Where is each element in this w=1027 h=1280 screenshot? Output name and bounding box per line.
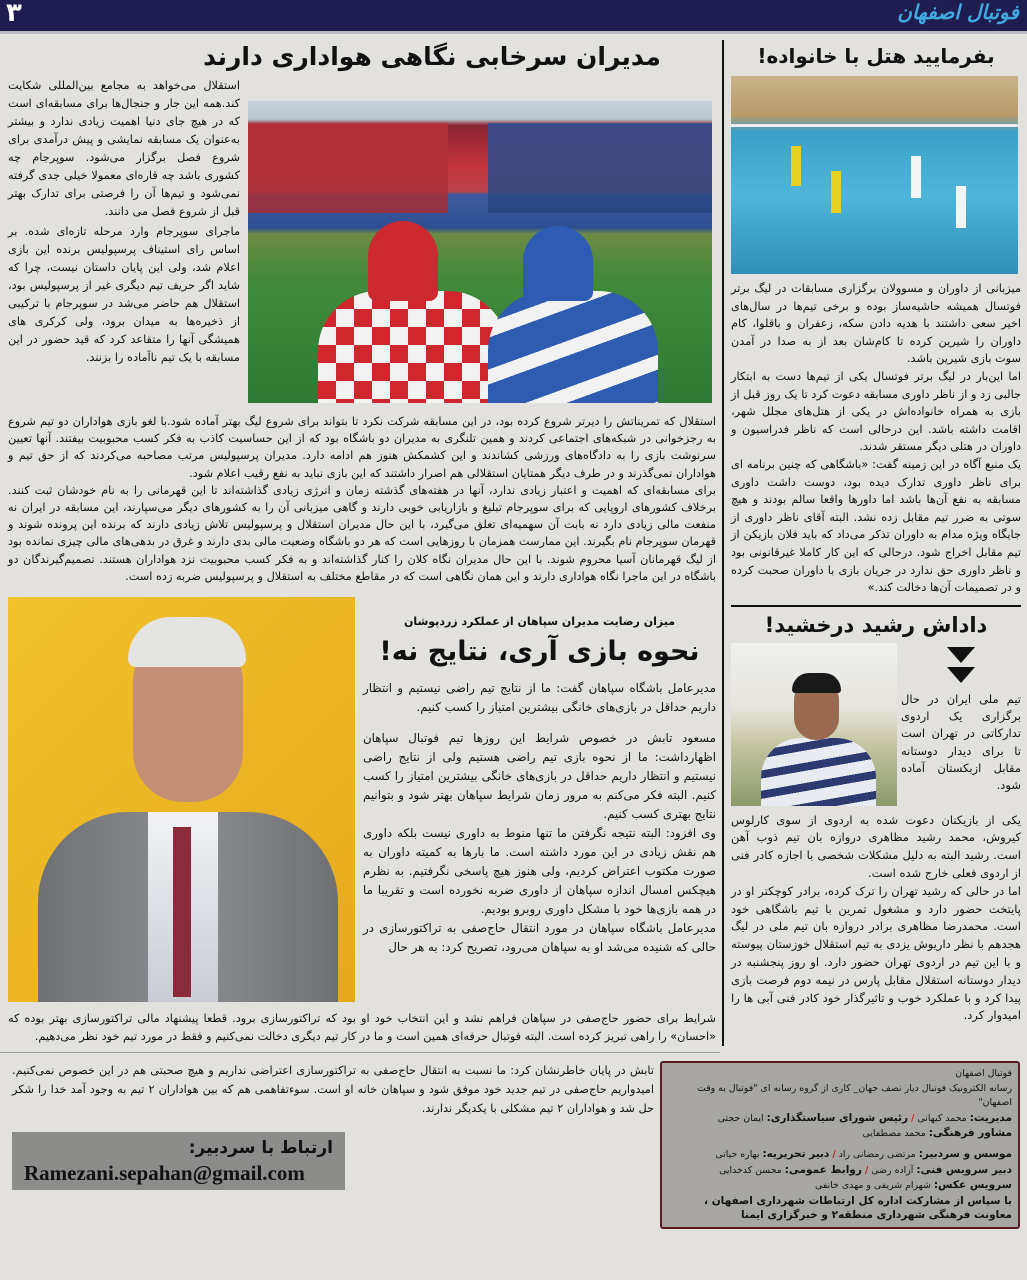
article4-beside-column: [901, 643, 1021, 795]
photo-service: شهرام شریفی و مهدی خانفی: [815, 1180, 931, 1192]
publication-name: فوتبال اصفهان: [955, 1068, 1012, 1080]
paragraph: یکی از بازیکنان دعوت شده به اردوی از سوی کارلوس کیروش، محمد رشید مظاهری دروازه بان تیم ذوب آهن است. رشید البته به دلیل مشکلات شخصی با اجازه کادر فنی از اردوی فعلی خارج شده است.: [731, 812, 1021, 881]
bottom-row: [0, 1061, 1027, 1235]
article4-photo-row: [731, 643, 1021, 806]
paragraph: یک منبع آگاه در این زمینه گفت: «باشگاهی که چنین برنامه ای برای ناظر داوری تدارک دیده بود، دوست داشت داوری مسابقه به نفع آن‌ها باشد اما داورها واقعا سالم بودند و هیچ سوتی به ضرر تیم مقابل زده نشد. البته آقای ناظر داوری از جایگاه ویژه مدام به داوران تذکر می‌داد که باید فلان بازیکن از تیم مقابل اخراج شود. درحالی که این کار کاملا غیرقانونی بود و ناظر داوری حق ندارد در جریان بازی با داوران صحبت کرده و در تصمیمات آن‌ها دخالت کند.»: [731, 457, 1021, 595]
sepahan-manager-photo: [8, 597, 355, 1002]
contact-label: ارتباط با سردبیر:: [188, 1138, 333, 1159]
label: دبیر سرویس فنی:: [916, 1163, 1012, 1176]
triangle-down-icon: [947, 647, 975, 663]
thanks-note: با سپاس از مشارکت اداره کل ارتباطات شهرداری اصفهان ، معاونت فرهنگی شهرداری منطقه۲ و خبرگزاری ایمنا: [704, 1194, 1012, 1222]
paragraph: استقلال که تمریناتش را دیرتر شروع کرده بود، در این مسابقه شرکت نکرد تا بتواند برای شروع لیگ بهتر آماده شود.با لغو بازی هواداران دو تیم شروع به رجزخوانی در شبکه‌های اجتماعی کردند و همین تلنگری به مدیران دو باشگاه بود که از این حساسیت کاذب به فکر کسب محبوبیت بیفتند. آنها تعیین سرنوشت بازی را به دادگاه‌های ورزشی کشاندند و این کشمکش هنوز هم ادامه دارد. مدیران پرسپولیس مرتب مصاحبه می‌کردند که از حق تیم و هواداران نمی‌گذرند و در طرف دیگر همتایان استقلالی هم اصرار داشتند که این بازی نباید به نفع رقیب اعلام شود.: [8, 415, 716, 480]
founder: مرتضی رمضانی راد: [838, 1149, 916, 1160]
article2-row: [8, 597, 716, 1002]
contact-box: [12, 1132, 345, 1190]
futsal-match-photo: [731, 76, 1018, 274]
paragraph: برای مسابقه‌ای که اهمیت و اعتبار زیادی ندارد، آنها در هفته‌های گذشته زمان و انرژی زیادی گذاشته‌اند تا این قهرمانی را به نام خودشان ثبت کنند. برخلاف کشورهای اروپایی که برای سوپرجام تبلیغ و بازاریابی خوبی دارند و گاهی میزبانی آن را به کشورهای دیگر می‌سپارند، این مسابقه در ایران نه منفعت مالی زیادی دارد نه بابت آن سهمیه‌ای تعلق می‌گیرد، با این حال مدیران استقلال و پرسپولیس تلاش زیادی دارند که برنده این پرونده شوند و قهرمان سوپرجام نام بگیرند. این ممارست همزمان با روزهایی است که هر دو باشگاه وضعیت مالی بدی دارند و غرق در بدهی‌های مالی چیزی نمانده بود از لیگ قهرمانان آسیا محروم شوند. با این حال مدیران نگاه کلان را کنار گذاشته‌اند و به فکر کسب محبوبیت نزد هواداران هستند. تصمیم‌گیرندگان دو باشگاه در این ماجرا نگاه هواداری دارند و این همان نگاهی است که در مقاطع مختلف به استقلال و پرسپولیس ضربه زده است.: [8, 483, 716, 583]
divider: [731, 605, 1021, 607]
paragraph: میزبانی از داوران و مسوولان برگزاری مسابقات در لیگ برتر فوتسال همیشه حاشیه‌ساز بوده و برخی تیم‌ها در سال‌های اخیر سعی داشتند با هدیه دادن سکه، زعفران و باقلوا، کام داوران را شیرین کرده تا کام‌شان بعد از به صدا در آمدن سوت بازی شیرین باشد.: [731, 282, 1021, 366]
left-column: [0, 40, 722, 1046]
masthead: [0, 0, 1027, 34]
article2-text-column: [363, 597, 716, 957]
right-column: [724, 40, 1027, 1046]
article1-main-text: [8, 413, 716, 585]
management: محمد کیهانی: [917, 1112, 967, 1124]
paragraph: وی افزود: البته نتیجه نگرفتن ما تنها منوط به داوری نیست بلکه داوری هم نقش زیادی در این مورد داشته است. ما بارها به کمیته داوران به صورت مکتوب اعتراض کردیم، ولی هنوز هیچ پاسخی نگرفتیم. به نظرم هیچکس امسال اندازه سپاهان از داوری ضربه نخورده است و تقریبا ما در همه بازی‌ها خود با مشکل داوری روبرو بودیم.: [363, 826, 716, 917]
page-grid: [0, 34, 1027, 1046]
editor: بهاره حیاتی: [715, 1149, 760, 1160]
stadium-fans-photo: [248, 101, 712, 403]
separator: /: [832, 1149, 836, 1160]
article3-title: بفرمایید هتل با خانواده!: [757, 44, 995, 68]
separator: /: [910, 1112, 915, 1124]
separator: /: [864, 1164, 869, 1176]
article4-text: [731, 812, 1021, 1026]
paragraph: استقلال می‌خواهد به مجامع بین‌المللی شکایت کند.همه این جار و جنجال‌ها برای مسابقه‌ای است که در هیچ جای دنیا اهمیت زیادی ندارد و بیشتر به‌عنوان یک مسابقه نمایشی و پیش درآمدی برای شروع فصل برگزار می‌شود. سوپرجام چه کشوری باشد چه قاره‌ای معمولا خیلی جدی گرفته نمی‌شود و تیم‌ها آن را فرصتی برای تدارک بهتر قبل از شروع فصل می دانند.: [8, 79, 240, 218]
paragraph: شرایط برای حضور حاج‌صفی در سپاهان فراهم نشد و این انتخاب خود او بود که تراکتورسازی برود. قطعا پیشنهاد مالی تراکتورسازی بهتر بوده که «احسان» را راهی تبریز کرده است. البته فوتبال حرفه‌ای همین است و ما در کار تیم دیگری دخالت نمی‌کنیم و فقط در مورد تیم خود نظر می‌دهیم.: [8, 1012, 716, 1044]
red-white-flag: [318, 291, 508, 403]
logo: فوتبال اصفهان: [897, 0, 1019, 24]
tech-editor: آزاده رضی: [871, 1164, 914, 1176]
article2-closing: تابش در پایان خاطرنشان کرد: ما نسبت به انتقال حاج‌صفی به تراکتورسازی اعتراضی نداریم و هیچ صحبتی هم در این خصوص نمی‌کنیم. امیدواریم حاج‌صفی در تیم جدید خود موفق شود و سپاهان خانه او است. سوءتفاهمی هم که بین هواداران ۲ تیم به وجود آمد خدا را شکر حل شد و هواداران ۲ تیم مشکلی با یکدیگر ندارند.: [12, 1064, 654, 1116]
label: رئیس شورای سیاستگذاری:: [766, 1111, 908, 1124]
paragraph: تیم ملی ایران در حال برگزاری یک اردوی تدارکاتی در تهران است تا برای دیدار دوستانه مقابل ازبکستان آماده شود.: [901, 691, 1021, 793]
label: سرویس عکس:: [933, 1179, 1012, 1192]
article1-title: مدیران سرخابی نگاهی هواداری دارند: [203, 42, 661, 71]
label: مدیریت:: [969, 1111, 1012, 1124]
public-relations: محسن کدخدایی: [719, 1164, 782, 1176]
article2-title: نحوه بازی آری، نتایج نه!: [379, 636, 700, 668]
label: مشاور فرهنگی:: [928, 1127, 1012, 1140]
divider: [0, 1052, 720, 1053]
article4-title: داداش رشید درخشید!: [764, 612, 988, 637]
article2-continued: [8, 1010, 716, 1046]
label: روابط عمومی:: [784, 1163, 862, 1176]
article3-text: [731, 280, 1021, 597]
credits-box: [660, 1061, 1020, 1229]
paragraph: مسعود تابش در خصوص شرایط این روزها تیم فوتبال سپاهان اظهارداشت: ما از نحوه بازی تیم راضی هستیم ولی از نتایج راضی نیستیم و انتظار داریم حداقل در بازی‌های خانگی بیشترین امتیاز را کسب کنیم. البته فکر می‌کنم به مرور زمان شرایط سپاهان بهتر شود و بتوانیم نتایج بهتری کسب کنیم.: [363, 731, 716, 822]
article2-subtitle: میزان رضایت مدیران سپاهان از عملکرد زردپوشان: [403, 615, 676, 629]
cultural-advisor: محمد مصطفایی: [862, 1128, 926, 1140]
page-number: ۳: [6, 0, 22, 28]
paragraph: مدیرعامل باشگاه سپاهان در مورد انتقال حاج‌صفی به تراکتورسازی در حالی که شنیده می‌شد او به سپاهان می‌رود، تصریح کرد: به هر حال: [363, 921, 716, 955]
triangle-down-icon: [947, 667, 975, 683]
player-photo: [731, 643, 897, 806]
paragraph: اما در حالی که رشید تهران را ترک کرده، برادر کوچکتر او در پایتخت حضور دارد و مشغول تمرین با تیم باشگاهی خود است. محمدرضا مظاهری برادر دروازه بان تیم ملی در لیگ هجدهم با نظر داریوش یزدی به تیم استقلال خوزستان پیوسته و با این تیم در اردوی تهران حضور دارد. او روز پنجشنبه در دیدار دوستانه استقلال مقابل پارس در نیمه دوم فرصت بازی پیدا کرد و با عملکرد خوب و تاثیرگذار خود کادر فنی آبی ها را امیدوار کرد.: [731, 883, 1021, 1023]
bottom-left: [12, 1061, 654, 1190]
label: موسس و سردبیر:: [918, 1148, 1012, 1160]
policy-head: ایمان حجتی: [717, 1112, 764, 1124]
paragraph: اما این‌بار در لیگ برتر فوتسال یکی از تیم‌ها دست به ابتکار جالبی زد و از ناظر داوری مسابقه دعوت کرد تا یک روز قبل از بازی به همراه خانواده‌اش در یکی از هتل‌های مجلل شهر، اقامت داشته باشد. این درحالی است که ناظر فدراسیون و داوران در هتلی دیگر مستقر شدند.: [731, 369, 1021, 454]
article1-top-row: [8, 77, 716, 403]
editor-email-link[interactable]: Ramezani.sepahan@gmail.com: [24, 1161, 305, 1186]
blue-flag: [488, 291, 658, 403]
publication-description: رسانه الکترونیک فوتبال دیار نصف جهان_ کاری از گروه رسانه ای "فوتبال به وقت اصفهان": [696, 1082, 1012, 1109]
paragraph: ماجرای سوپرجام وارد مرحله تازه‌ای شده. بر اساس رای استیناف پرسپولیس برنده این بازی اعلام شد، ولی این پایان داستان نیست، چرا که شاید اگر حریف تیم دیگری غیر از پرسپولیس بود، استقلال هم حاضر می‌شد در سوپرجام با ترکیبی از ذخیره‌ها به میدان برود، ولی کرکری های همیشگی آنها را متقاعد کرد که قید حضور در این مسابقه با یک تیم ناآماده را بزنند.: [8, 225, 240, 364]
lead-paragraph: مدیرعامل باشگاه سپاهان گفت: ما از نتایج تیم راضی نیستیم و انتظار داریم حداقل در بازی‌های خانگی بیشترین امتیاز را کسب کنیم.: [363, 681, 716, 715]
label: دبیر تحریریه:: [762, 1148, 830, 1160]
article1-side-text: [8, 77, 240, 367]
